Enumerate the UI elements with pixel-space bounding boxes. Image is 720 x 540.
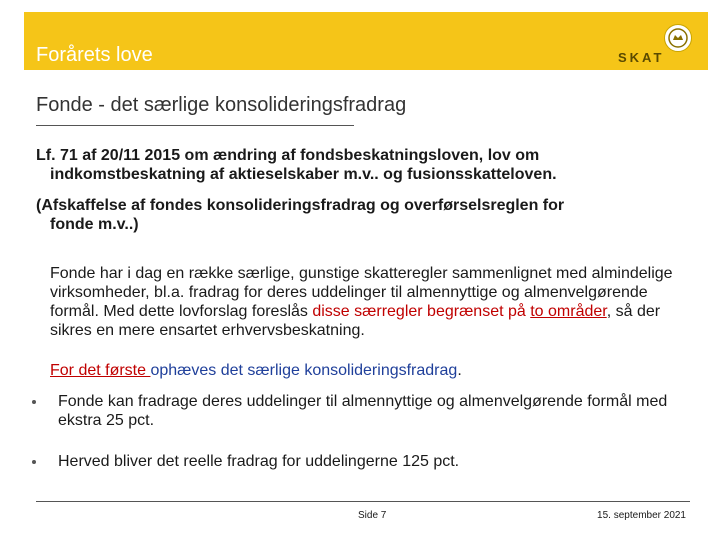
abolition-note <box>36 196 696 234</box>
bullet-icon <box>32 460 36 464</box>
bullet-icon <box>32 400 36 404</box>
intro-text-a: Fonde har i dag en række særlige, gunstige skatteregler sammenlignet med almindelige virksomheder, bl.a. fradrag for deres uddelinger til almennyttige og almenvelgørende formål. Med dette lovforslag foreslås <box>50 265 673 320</box>
abolition-note-line1: (Afskaffelse af fondes konsolideringsfradrag og overførselsreglen for <box>36 197 565 214</box>
header-bar <box>24 12 708 70</box>
first-point-lead: For det første <box>50 362 151 379</box>
footer-date: 15. september 2021 <box>597 510 686 521</box>
law-reference <box>36 146 696 184</box>
law-reference-line1: Lf. 71 af 20/11 2015 om ændring af fondsbeskatningsloven, lov om <box>36 147 540 164</box>
footer-divider <box>36 501 690 502</box>
abolition-note-line2: fonde m.v..) <box>50 216 139 233</box>
list-item <box>32 392 692 430</box>
first-point-main: ophæves det særlige konsolideringsfradrag <box>150 362 458 379</box>
title-divider <box>36 125 354 126</box>
intro-red-2: to områder <box>530 303 607 320</box>
slide-title: Fonde - det særlige konsolideringsfradrag <box>36 94 407 116</box>
first-point-end: . <box>457 362 462 379</box>
page-number: Side 7 <box>358 510 387 521</box>
intro-paragraph <box>50 264 690 340</box>
header-title: Forårets love <box>36 44 153 66</box>
first-point <box>50 361 462 380</box>
law-reference-line2: indkomstbeskatning af aktieselskaber m.v.. og fusionsskatteloven. <box>50 166 557 183</box>
intro-text-b: , så der sikres en mere ensartet erhvervsbeskatning. <box>50 303 661 339</box>
logo-text: SKAT <box>618 50 665 65</box>
list-item-text: Herved bliver det reelle fradrag for uddelingerne 125 pct. <box>58 453 460 470</box>
skat-logo <box>616 20 694 66</box>
list-item-text: Fonde kan fradrage deres uddelinger til almennyttige og almenvelgørende formål med ekstra 25 pct. <box>58 393 668 429</box>
intro-red-1: disse særregler begrænset på <box>312 303 531 320</box>
list-item <box>32 452 692 471</box>
bullet-list <box>32 392 692 493</box>
crown-emblem-icon <box>664 24 692 52</box>
